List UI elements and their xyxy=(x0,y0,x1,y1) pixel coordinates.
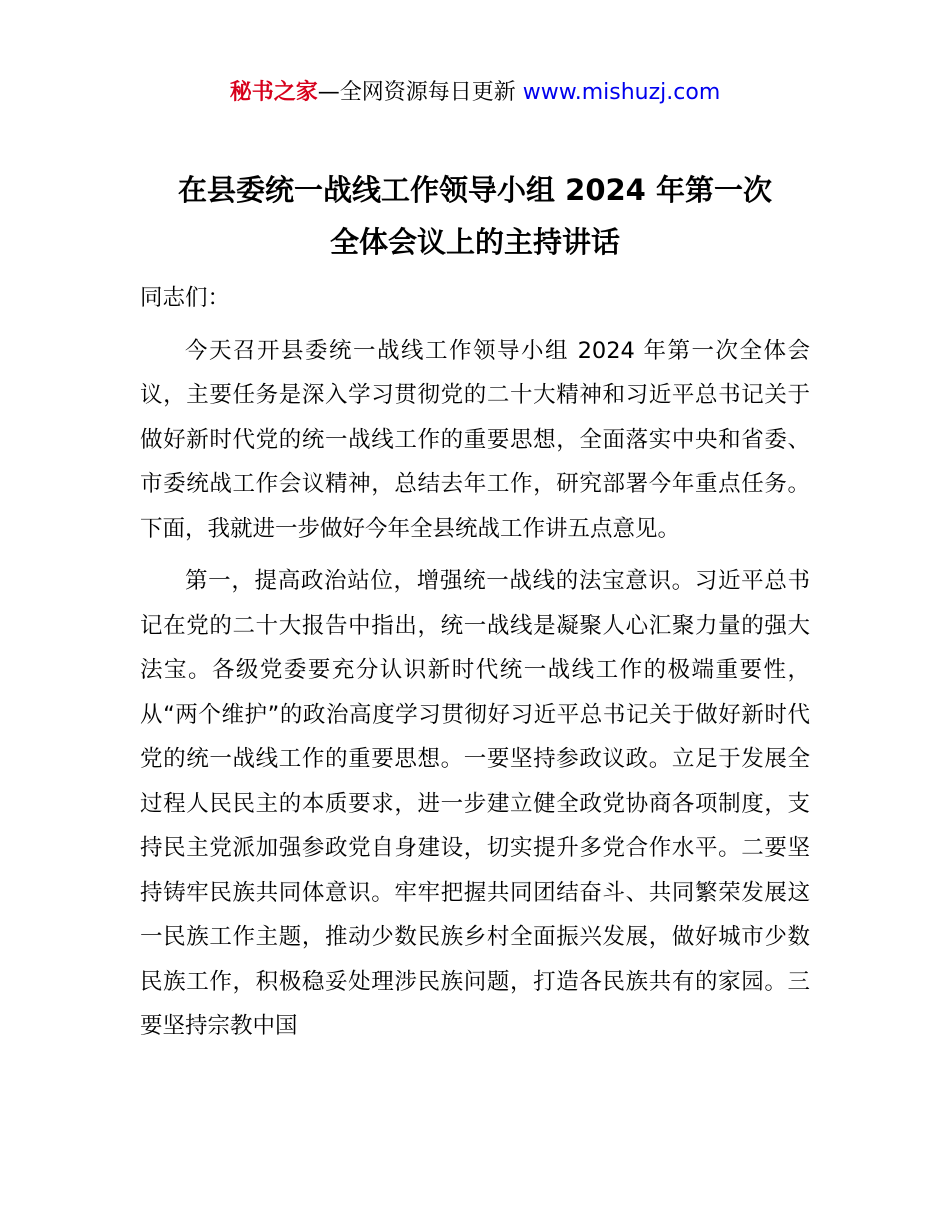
page-header xyxy=(0,76,950,110)
salutation: 同志们： xyxy=(140,285,231,311)
brand-name: 秘书之家 xyxy=(229,80,318,105)
document-title xyxy=(0,164,950,268)
title-line-2: 全体会议上的主持讲话 xyxy=(329,225,620,259)
paragraph-intro: 今天召开县委统一战线工作领导小组 2024 年第一次全体会议，主要任务是深入学习贯彻党的二十大精神和习近平总书记关于做好新时代党的统一战线工作的重要思想，全面落实中央和省委、市委统战工作会议精神，总结去年工作，研究部署今年重点任务。下面，我就进一步做好今年全县统战工作讲五点意见。 xyxy=(140,337,810,542)
site-url-link[interactable]: www.mishuzj.com xyxy=(522,80,721,105)
paragraph-first-point: 第一，提高政治站位，增强统一战线的法宝意识。习近平总书记在党的二十大报告中指出，统一战线是凝聚人心汇聚力量的强大法宝。各级党委要充分认识新时代统一战线工作的极端重要性，从“两个维护”的政治高度学习贯彻好习近平总书记关于做好新时代党的统一战线工作的重要思想。一要坚持参政议政。立足于发展全过程人民民主的本质要求，进一步建立健全政党协商各项制度，支持民主党派加强参政党自身建设，切实提升多党合作水平。二要坚持铸牢民族共同体意识。牢牢把握共同团结奋斗、共同繁荣发展这一民族工作主题，推动少数民族乡村全面振兴发展，做好城市少数民族工作，积极稳妥处理涉民族问题，打造各民族共有的家园。三要坚持宗教中国 xyxy=(140,568,810,1039)
header-tagline: —全网资源每日更新 xyxy=(317,80,516,105)
document-body xyxy=(140,276,810,1057)
title-line-1: 在县委统一战线工作领导小组 2024 年第一次 xyxy=(178,173,772,207)
